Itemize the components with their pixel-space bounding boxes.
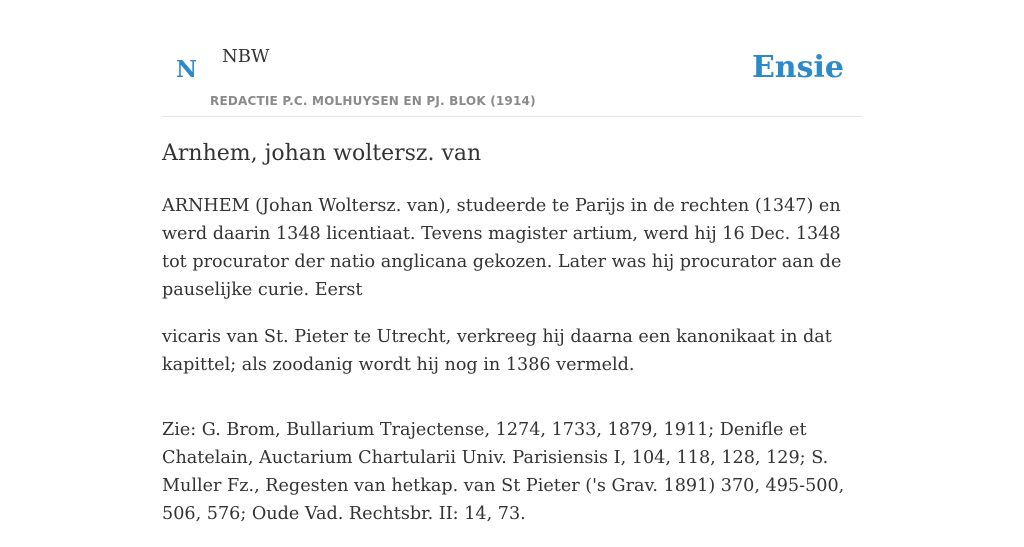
book-subtitle: REDACTIE P.C. MOLHUYSEN EN PJ. BLOK (1914) bbox=[210, 94, 536, 108]
article-paragraph: vicaris van St. Pieter te Utrecht, verkreeg hij daarna een kanonikaat in dat kapittel; als zoodanig wordt hij nog in 1386 vermeld. bbox=[162, 327, 832, 375]
references-paragraph: Zie: G. Brom, Bullarium Trajectense, 1274, 1733, 1879, 1911; Denifle et Chatelain, Auctarium Chartularii Univ. Parisiensis I, 104, 118, 128, 129; S. Muller Fz., Regesten van hetkap. van St Pieter ('s Grav. 1891) 370, 495-500, 506, 576; Oude Vad. Rechtsbr. II: 14, 73. bbox=[162, 420, 845, 524]
book-logo[interactable]: N bbox=[176, 56, 198, 83]
article bbox=[162, 138, 870, 547]
entry-title: Arnhem, johan woltersz. van bbox=[162, 141, 482, 166]
ensie-logo-link[interactable]: Ensie bbox=[751, 50, 844, 85]
book-header bbox=[162, 0, 862, 117]
article-paragraph: ARNHEM (Johan Woltersz. van), studeerde te Parijs in de rechten (1347) en werd daarin 1348 licentiaat. Tevens magister artium, werd hij 16 Dec. 1348 tot procurator der natio anglicana gekozen. Later was hij procurator aan de pauselijke curie. Eerst bbox=[162, 196, 842, 300]
book-title[interactable]: NBW bbox=[222, 46, 270, 67]
